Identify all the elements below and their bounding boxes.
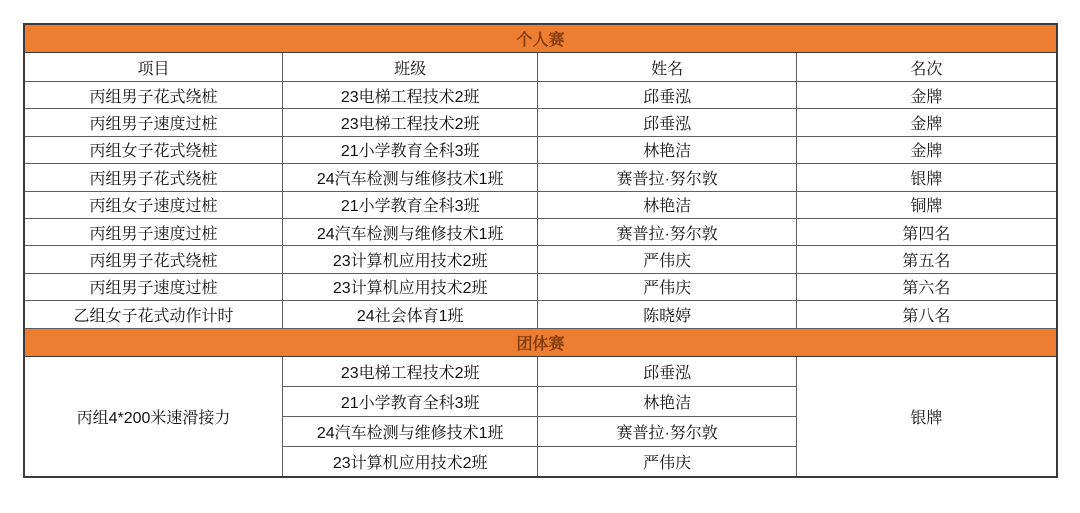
cell-class: 24社会体育1班 — [282, 301, 537, 328]
cell-rank: 第五名 — [796, 246, 1057, 273]
cell-class: 24汽车检测与维修技术1班 — [282, 218, 537, 245]
column-header-event: 项目 — [24, 53, 282, 82]
cell-event: 丙组男子速度过桩 — [24, 109, 282, 136]
column-header-row — [24, 53, 1057, 82]
cell-event: 丙组女子花式绕桩 — [24, 136, 282, 163]
table-row — [24, 136, 1057, 163]
cell-class: 23电梯工程技术2班 — [282, 356, 537, 386]
cell-name: 赛普拉·努尔敦 — [538, 164, 796, 191]
cell-rank: 第六名 — [796, 273, 1057, 300]
cell-name: 陈晓婷 — [538, 301, 796, 328]
cell-event: 丙组男子速度过桩 — [24, 273, 282, 300]
cell-event: 丙组男子花式绕桩 — [24, 164, 282, 191]
cell-event: 丙组男子速度过桩 — [24, 218, 282, 245]
table-row — [24, 273, 1057, 300]
cell-event: 乙组女子花式动作计时 — [24, 301, 282, 328]
section-title: 团体赛 — [24, 328, 1057, 356]
cell-class: 24汽车检测与维修技术1班 — [282, 164, 537, 191]
cell-name: 林艳洁 — [538, 386, 796, 416]
table-row — [24, 82, 1057, 109]
cell-class: 23计算机应用技术2班 — [282, 273, 537, 300]
table-row — [24, 301, 1057, 328]
cell-rank: 银牌 — [796, 164, 1057, 191]
cell-event: 丙组男子花式绕桩 — [24, 246, 282, 273]
table-row — [24, 356, 1057, 386]
cell-rank: 金牌 — [796, 109, 1057, 136]
cell-class: 21小学教育全科3班 — [282, 191, 537, 218]
cell-class: 21小学教育全科3班 — [282, 386, 537, 416]
cell-team-rank: 银牌 — [796, 356, 1057, 477]
cell-class: 21小学教育全科3班 — [282, 136, 537, 163]
cell-name: 邱垂泓 — [538, 109, 796, 136]
cell-rank: 第八名 — [796, 301, 1057, 328]
cell-rank: 金牌 — [796, 82, 1057, 109]
cell-name: 林艳洁 — [538, 191, 796, 218]
cell-class: 23电梯工程技术2班 — [282, 109, 537, 136]
section-title: 个人赛 — [24, 24, 1057, 53]
table-row — [24, 218, 1057, 245]
column-header-rank: 名次 — [796, 53, 1057, 82]
section-header-individual — [24, 24, 1057, 53]
cell-name: 严伟庆 — [538, 246, 796, 273]
cell-name: 赛普拉·努尔敦 — [538, 416, 796, 446]
cell-rank: 第四名 — [796, 218, 1057, 245]
cell-name: 邱垂泓 — [538, 82, 796, 109]
cell-name: 严伟庆 — [538, 446, 796, 477]
competition-results-table — [23, 23, 1058, 478]
cell-name: 赛普拉·努尔敦 — [538, 218, 796, 245]
cell-rank: 金牌 — [796, 136, 1057, 163]
table-row — [24, 164, 1057, 191]
cell-team-event: 丙组4*200米速滑接力 — [24, 356, 282, 477]
table-row — [24, 109, 1057, 136]
cell-name: 严伟庆 — [538, 273, 796, 300]
cell-class: 24汽车检测与维修技术1班 — [282, 416, 537, 446]
cell-class: 23计算机应用技术2班 — [282, 446, 537, 477]
cell-rank: 铜牌 — [796, 191, 1057, 218]
cell-event: 丙组女子速度过桩 — [24, 191, 282, 218]
column-header-name: 姓名 — [538, 53, 796, 82]
section-header-team — [24, 328, 1057, 356]
table-row — [24, 246, 1057, 273]
table-row — [24, 191, 1057, 218]
cell-name: 邱垂泓 — [538, 356, 796, 386]
cell-event: 丙组男子花式绕桩 — [24, 82, 282, 109]
cell-class: 23计算机应用技术2班 — [282, 246, 537, 273]
cell-name: 林艳洁 — [538, 136, 796, 163]
column-header-class: 班级 — [282, 53, 537, 82]
cell-class: 23电梯工程技术2班 — [282, 82, 537, 109]
